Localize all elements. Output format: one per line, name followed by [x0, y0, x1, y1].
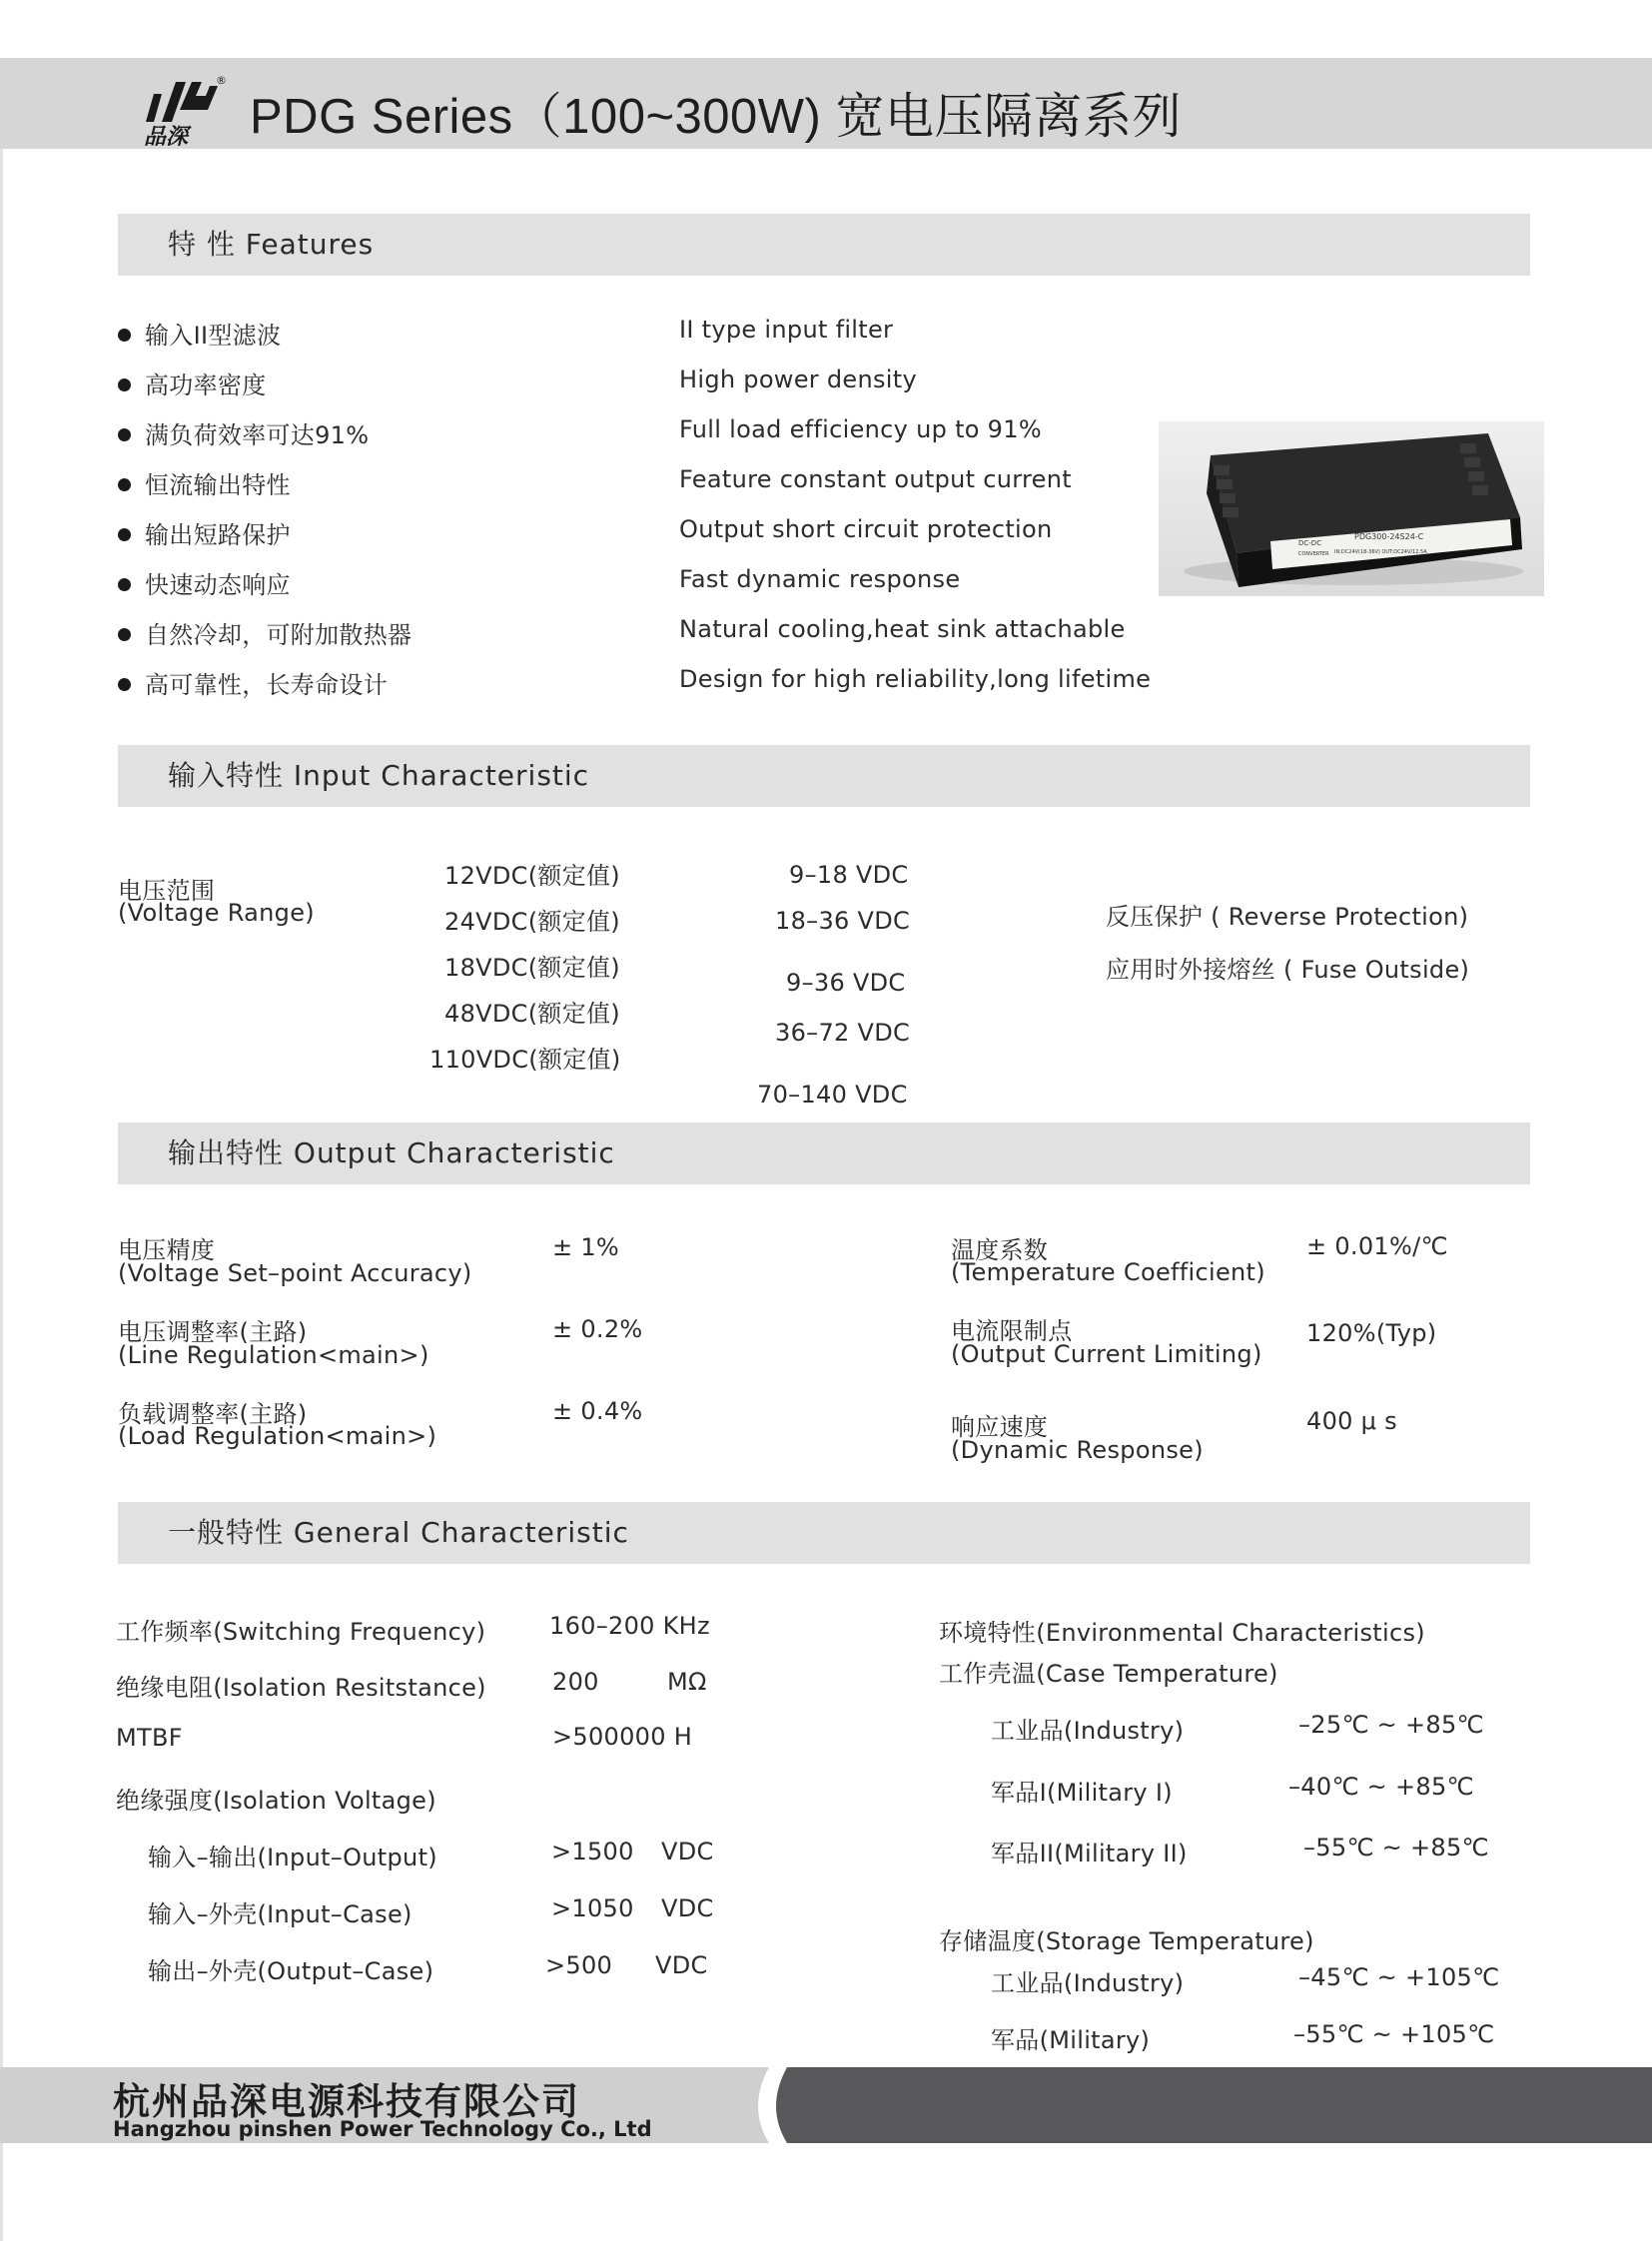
feature-item-en: II type input filter	[679, 316, 894, 344]
isolation-resistance-value: 200	[552, 1668, 599, 1696]
environment-label: 环境特性(Environmental Characteristics)	[939, 1619, 1425, 1647]
feature-item-cn: 高功率密度	[118, 366, 267, 400]
bullet-icon	[118, 528, 131, 541]
isolation-resistance-unit: MΩ	[667, 1668, 707, 1696]
case-temp-row-value: –40℃ ~ +85℃	[1288, 1773, 1474, 1801]
section-general	[118, 1502, 1530, 1564]
isolation-resistance-label: 绝缘电阻(Isolation Resitstance)	[116, 1674, 486, 1702]
case-temperature-label: 工作壳温(Case Temperature)	[939, 1660, 1278, 1688]
bullet-icon	[118, 678, 131, 691]
isolation-voltage-row-label: 输入–输出(Input–Output)	[148, 1844, 437, 1871]
feature-item-cn: 满负荷效率可达91%	[118, 415, 369, 450]
input-range: 9–18 VDC	[789, 861, 909, 889]
isolation-voltage-row-label: 输出–外壳(Output–Case)	[148, 1957, 434, 1985]
svg-text:PDG300-24S24-C: PDG300-24S24-C	[1354, 532, 1424, 541]
page-frame-left	[0, 58, 3, 2241]
input-nominal: 18VDC(额定值)	[444, 954, 620, 982]
case-temp-row-value: –25℃ ~ +85℃	[1298, 1711, 1484, 1739]
bullet-icon	[118, 628, 131, 641]
switching-frequency-label: 工作频率(Switching Frequency)	[116, 1618, 486, 1646]
section-title-general: 一般特性 General Characteristic	[168, 1516, 629, 1549]
footer-dark-swoosh	[739, 2067, 1652, 2143]
registered-mark: ®	[216, 74, 227, 87]
feature-item-cn: 输入II型滤波	[118, 316, 281, 351]
input-nominal: 110VDC(额定值)	[429, 1046, 621, 1074]
output-param-value: ± 0.01%/℃	[1306, 1232, 1448, 1260]
isolation-voltage-row-unit: VDC	[661, 1894, 714, 1922]
reverse-protection-note: 反压保护 ( Reverse Protection)	[1106, 903, 1469, 931]
mtbf-value: >500000 H	[552, 1723, 693, 1751]
storage-temp-row-label: 工业品(Industry)	[991, 1969, 1185, 1997]
svg-text:IN:DC24V(18-36V) OUT:DC24V/12: IN:DC24V(18-36V) OUT:DC24V/12.5A	[1334, 549, 1427, 555]
svg-text:DC-DC: DC-DC	[1298, 539, 1322, 547]
case-temp-row-label: 工业品(Industry)	[991, 1717, 1185, 1745]
isolation-voltage-row-unit: VDC	[655, 1951, 708, 1979]
isolation-voltage-row-value: >1500	[551, 1838, 634, 1866]
fuse-outside-note: 应用时外接熔丝 ( Fuse Outside)	[1106, 956, 1470, 984]
output-param-en: (Output Current Limiting)	[951, 1340, 1262, 1368]
section-title-input: 输入特性 Input Characteristic	[168, 759, 590, 792]
output-param-value: ± 0.2%	[552, 1315, 643, 1343]
feature-item-cn: 输出短路保护	[118, 515, 291, 550]
section-title-output: 输出特性 Output Characteristic	[168, 1136, 615, 1169]
feature-item-en: Fast dynamic response	[679, 565, 961, 593]
output-param-cn: 响应速度	[951, 1413, 1049, 1441]
output-param-en: (Line Regulation<main>)	[118, 1341, 429, 1369]
isolation-voltage-label: 绝缘强度(Isolation Voltage)	[116, 1787, 436, 1815]
case-temp-row-label: 军品I(Military I)	[991, 1779, 1173, 1807]
section-features	[118, 214, 1530, 276]
storage-temp-row-value: –55℃ ~ +105℃	[1293, 2020, 1495, 2048]
isolation-voltage-row-label: 输入–外壳(Input–Case)	[148, 1900, 413, 1928]
output-param-en: (Dynamic Response)	[951, 1436, 1204, 1464]
output-param-cn: 负载调整率(主路)	[118, 1400, 308, 1428]
section-output	[118, 1122, 1530, 1184]
input-range: 9–36 VDC	[786, 969, 906, 997]
output-param-en: (Voltage Set–point Accuracy)	[118, 1259, 472, 1287]
bullet-icon	[118, 478, 131, 491]
bullet-icon	[118, 578, 131, 591]
storage-temp-row-label: 军品(Military)	[991, 2026, 1151, 2054]
feature-item-cn: 高可靠性，长寿命设计	[118, 665, 388, 700]
feature-item-en: High power density	[679, 366, 917, 393]
company-name-en: Hangzhou pinshen Power Technology Co., Ltd	[113, 2117, 652, 2141]
feature-item-cn: 恒流输出特性	[118, 465, 291, 500]
feature-item-cn: 自然冷却，可附加散热器	[118, 615, 412, 650]
feature-item-en: Natural cooling,heat sink attachable	[679, 615, 1126, 643]
isolation-voltage-row-value: >500	[545, 1951, 613, 1979]
section-title-features: 特 性 Features	[168, 228, 375, 261]
bullet-icon	[118, 428, 131, 441]
bullet-icon	[118, 329, 131, 342]
company-name-cn: 杭州品深电源科技有限公司	[113, 2080, 580, 2123]
output-param-en: (Load Regulation<main>)	[118, 1422, 437, 1450]
output-param-value: 120%(Typ)	[1306, 1319, 1437, 1347]
product-photo	[1159, 421, 1544, 596]
feature-item-en: Full load efficiency up to 91%	[679, 415, 1042, 443]
case-temp-row-label: 军品II(Military II)	[991, 1840, 1188, 1868]
isolation-voltage-row-value: >1050	[551, 1894, 634, 1922]
brand-name-cn: 品深	[144, 125, 189, 146]
input-range: 36–72 VDC	[775, 1019, 911, 1047]
output-param-value: ± 0.4%	[552, 1397, 643, 1425]
feature-item-en: Design for high reliability,long lifetime	[679, 665, 1152, 693]
output-param-value: 400 μ s	[1306, 1407, 1397, 1435]
mtbf-label: MTBF	[116, 1724, 183, 1752]
voltage-range-label-en: (Voltage Range)	[118, 899, 315, 927]
output-param-cn: 电压精度	[118, 1236, 216, 1264]
output-param-en: (Temperature Coefficient)	[951, 1258, 1265, 1286]
storage-temperature-label: 存储温度(Storage Temperature)	[939, 1927, 1314, 1955]
input-nominal: 24VDC(额定值)	[444, 908, 620, 936]
svg-text:CONVERTER: CONVERTER	[1298, 551, 1329, 557]
section-input	[118, 745, 1530, 807]
storage-temp-row-value: –45℃ ~ +105℃	[1298, 1963, 1500, 1991]
feature-item-cn: 快速动态响应	[118, 565, 291, 600]
output-param-value: ± 1%	[552, 1233, 620, 1261]
feature-item-en: Output short circuit protection	[679, 515, 1053, 543]
bullet-icon	[118, 378, 131, 391]
input-range: 18–36 VDC	[775, 907, 911, 935]
input-nominal: 48VDC(额定值)	[444, 1000, 620, 1028]
input-range: 70–140 VDC	[757, 1081, 908, 1109]
input-nominal: 12VDC(额定值)	[444, 862, 620, 890]
case-temp-row-value: –55℃ ~ +85℃	[1303, 1834, 1489, 1862]
switching-frequency-value: 160–200 KHz	[549, 1612, 710, 1640]
feature-item-en: Feature constant output current	[679, 465, 1072, 493]
voltage-range-label-cn: 电压范围	[118, 877, 216, 905]
output-param-cn: 温度系数	[951, 1236, 1049, 1264]
page-title: PDG Series（100~300W) 宽电压隔离系列	[250, 90, 1182, 144]
output-param-cn: 电流限制点	[951, 1317, 1073, 1345]
brand-logo	[140, 70, 232, 146]
output-param-cn: 电压调整率(主路)	[118, 1318, 308, 1346]
isolation-voltage-row-unit: VDC	[661, 1838, 714, 1866]
